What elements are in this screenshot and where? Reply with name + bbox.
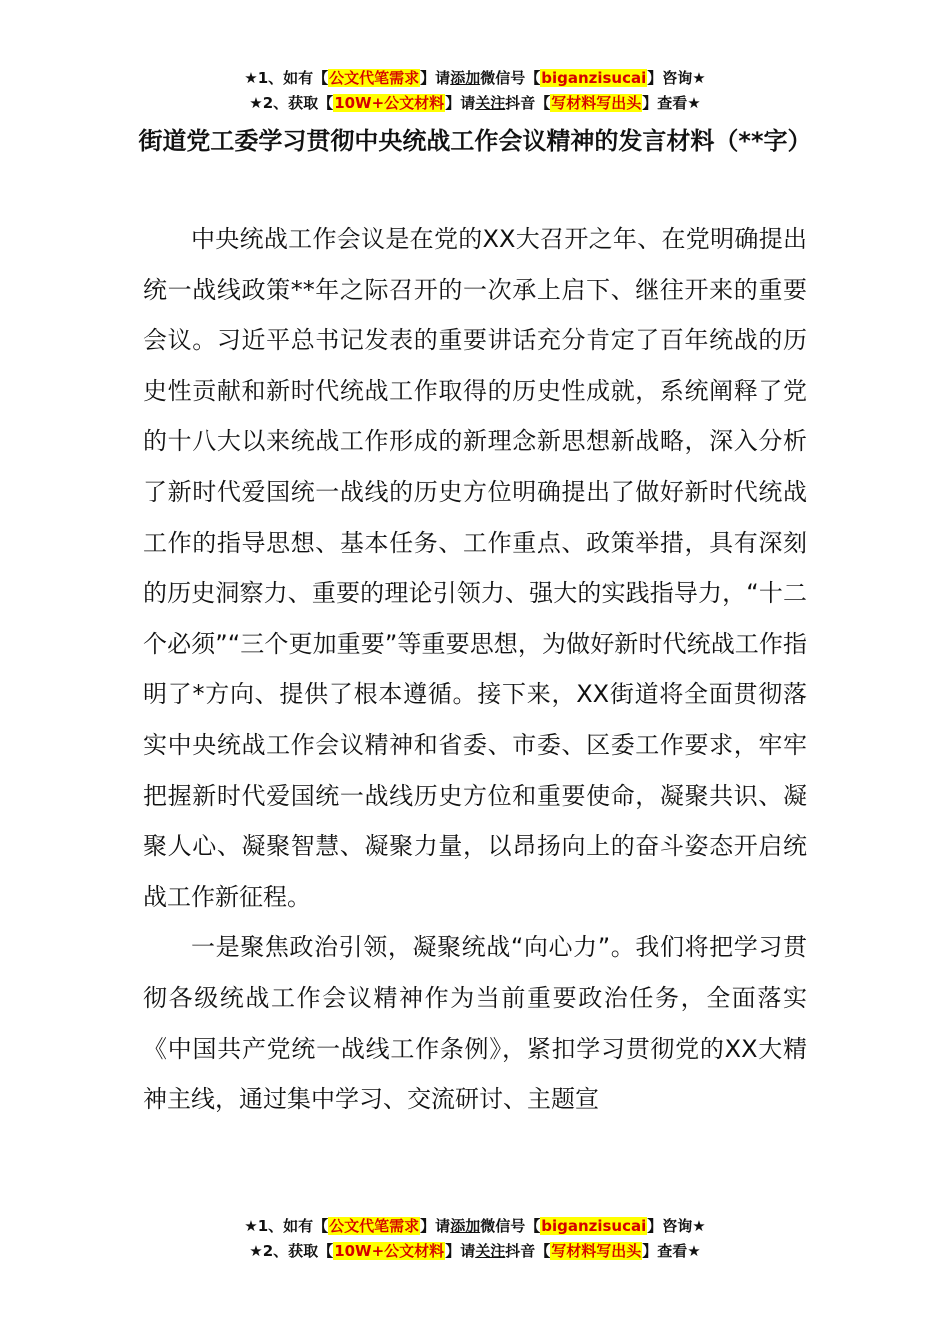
- promo-wechat-id: biganzisucai: [541, 1217, 647, 1235]
- promo-text: 】请: [420, 69, 451, 87]
- promo-banner-bottom: [0, 1214, 950, 1264]
- promo-text: 】请: [420, 1217, 451, 1235]
- promo-douyin-id: 写材料写出头: [551, 94, 642, 112]
- promo-line-1: [0, 1214, 950, 1239]
- promo-line-2: [0, 1239, 950, 1264]
- promo-line-1: [0, 66, 950, 91]
- promo-emphasis: 关注: [475, 94, 506, 112]
- promo-text: 抖音【: [505, 1242, 551, 1260]
- promo-text: 微信号【: [480, 69, 541, 87]
- promo-text: ★1、如有【: [244, 1217, 329, 1235]
- promo-text: 】请: [445, 94, 476, 112]
- document-body: [143, 214, 807, 1125]
- promo-highlight: 10W+公文材料: [334, 1242, 445, 1260]
- promo-emphasis: 添加: [450, 1217, 481, 1235]
- paragraph-intro: 中央统战工作会议是在党的XX大召开之年、在党明确提出统一战线政策**年之际召开的一次承上启下、继往开来的重要会议。习近平总书记发表的重要讲话充分肯定了百年统战的历史性贡献和新时代统战工作取得的历史性成就，系统阐释了党的十八大以来统战工作形成的新理念新思想新战略，深入分析了新时代爱国统一战线的历史方位明确提出了做好新时代统战工作的指导思想、基本任务、工作重点、政策举措，具有深刻的历史洞察力、重要的理论引领力、强大的实践指导力，“十二个必须”“三个更加重要”等重要思想，为做好新时代统战工作指明了*方向、提供了根本遵循。接下来，XX街道将全面贯彻落实中央统战工作会议精神和省委、市委、区委工作要求，牢牢把握新时代爱国统一战线历史方位和重要使命，凝聚共识、凝聚人心、凝聚智慧、凝聚力量，以昂扬向上的奋斗姿态开启统战工作新征程。: [143, 225, 807, 911]
- promo-highlight: 10W+公文材料: [334, 94, 445, 112]
- promo-text: 】查看★: [642, 94, 701, 112]
- promo-text: ★2、获取【: [249, 94, 334, 112]
- promo-text: 抖音【: [505, 94, 551, 112]
- promo-text: 微信号【: [480, 1217, 541, 1235]
- promo-text: ★2、获取【: [249, 1242, 334, 1260]
- promo-emphasis: 关注: [475, 1242, 506, 1260]
- promo-emphasis: 添加: [450, 69, 481, 87]
- promo-text: 】请: [445, 1242, 476, 1260]
- promo-highlight: 公文代笔需求: [329, 1217, 420, 1235]
- promo-text: 】咨询★: [647, 1217, 706, 1235]
- promo-wechat-id: biganzisucai: [541, 69, 647, 87]
- promo-douyin-id: 写材料写出头: [551, 1242, 642, 1260]
- promo-line-2: [0, 91, 950, 116]
- promo-highlight: 公文代笔需求: [329, 69, 420, 87]
- promo-text: ★1、如有【: [244, 69, 329, 87]
- paragraph-point-one: 一是聚焦政治引领，凝聚统战“向心力”。我们将把学习贯彻各级统战工作会议精神作为当前重要政治任务，全面落实《中国共产党统一战线工作条例》，紧扣学习贯彻党的XX大精神主线，通过集中学习、交流研讨、主题宣: [143, 933, 807, 1114]
- document-title: 街道党工委学习贯彻中央统战工作会议精神的发言材料（**字）: [138, 127, 812, 155]
- promo-text: 】查看★: [642, 1242, 701, 1260]
- promo-banner-top: [0, 66, 950, 116]
- promo-text: 】咨询★: [647, 69, 706, 87]
